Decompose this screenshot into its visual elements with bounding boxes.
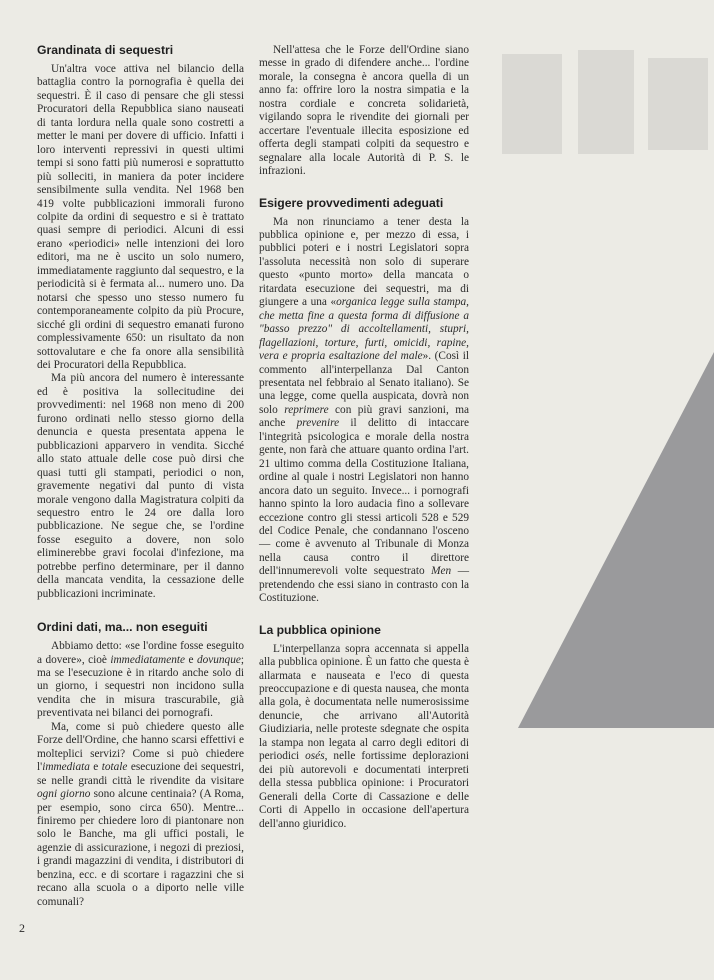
heading-esigere: Esigere provvedimenti adeguati [259,195,444,210]
paragraph: Ma, come si può chiedere questo alle Forze dell'Ordine, che hanno scarsi effettivi e molteplici servizi? Come si può chiedere l'immediata e totale esecuzione dei sequestri, se nelle grandi città le rivendite da visitare ogni giorno sono alcune centinaia? (A Roma, per esempio, sono circa 650). Mentre... finiremo per chiedere loro di piantonare non solo le Banche, ma gli uffici postali, le agenzie di assicurazione, i negozi di preziosi, i grandi magazzini di vendita, i distributori di benzina, ecc. e di scortare i ragazzini che si recano alla scuola o a diporto nelle ville comunali? [37,720,244,908]
page-number: 2 [19,921,25,935]
paragraph: Ma non rinunciamo a tener desta la pubblica opinione e, per mezzo di essa, i pubblici poteri e i nostri Legislatori sopra l'assoluta necessità non solo di superare questo «punto morto» della mancata o ritardata esecuzione dei sequestri, ma di giungere a una «organica legge sulla stampa, che metta fine a questa forma di diffusione a "basso prezzo" di accoltellamenti, stupri, flagellazioni, torture, furti, omicidi, rapine, vera e propria esaltazione del male». (Così il commento all'interpellanza Dal Canton presentata nel febbraio al Senato italiano). Se una legge, come quella auspicata, dovrà non solo reprimere con più gravi sanzioni, ma anche prevenire il delitto di intaccare l'integrità psicologica e morale della nostra gente, non farà che attuare quanto ordina l'art. 21 ultimo comma della Costituzione Italiana, ordine al quale i nostri Legislatori non hanno ancora dato un seguito. Invece... i pornografi hanno spinto la loro audacia fino a sollevare eccezione contro gli stessi articoli 528 e 529 del Codice Penale, che condannano l'osceno — come è avvenuto al Tribunale di Monza nella causa contro il direttore dell'innumerevoli volte sequestrato Men — pretendendo che essi siano in contrasto con la Costituzione. [259,215,469,605]
heading-ordini: Ordini dati, ma... non eseguiti [37,620,208,635]
paragraph: Abbiamo detto: «se l'ordine fosse eseguito a dovere», cioè immediatamente e dovunque; ma se l'esecuzione è in ritardo anche solo di un giorno, i sequestri non incidono sulla vendita che in misura trascurabile, già preventivata nei bilanci dei pornografi. [37,640,244,720]
heading-grandinata: Grandinata di sequestri [37,43,174,57]
paragraph: L'interpellanza sopra accennata si appella alla pubblica opinione. È un fatto che questa è allarmata e nauseata e l'eco di questa preoccupazione e di questa nausea, che monta alla gola, è documentata nelle numerosissime denuncie, che arrivano all'Autorità Giudiziaria, nelle proteste sdegnate che ospita la stampa non legata al carro degli editori di periodici osés, nelle fortissime deplorazioni dei più autorevoli e documentati interpreti della stessa pubblica opinione: i Procuratori Generali della Corte di Cassazione e delle Corti di Appello in occasione dell'apertura dell'anno giuridico. [259,642,469,830]
grey-triangle-graphic [518,352,714,728]
column-middle [259,44,469,831]
column-left [37,44,244,909]
paragraph: Nell'attesa che le Forze dell'Ordine siano messe in grado di difendere anche... l'ordine morale, la consegna è ancora quella di un anno fa: offrire loro la nostra simpatia e la nostra cordiale e concreta solidarietà, vigilando sopra le rivendite dei giornali per accertare l'eventuale illecita esposizione ed offerta degli stampati colpiti da sequestro e segnalare alla locale Autorità di P. S. le infrazioni. [259,44,469,178]
paragraph: Un'altra voce attiva nel bilancio della battaglia contro la pornografia è quella dei sequestri. È il caso di pensare che gli stessi Procuratori della Repubblica siano nauseati di tanta lordura nella quale sono costretti a metter le mani per dovere di ufficio. Infatti i loro interventi repressivi in questi ultimi tempi si sono fatti più numerosi e soprattutto più solleciti, in maniera da poter incidere sensibilmente sulla vendita. Nel 1968 ben 419 volte pubblicazioni immorali furono colpite da ordini di sequestro e si è trattato quasi sempre di periodici. Alcuni di essi erano «periodici» nelle intenzioni dei loro editori, ma ne è uscito un solo numero, immediatamente raggiunto dal sequestro, e la periodicità si è fermata al... numero uno. Da notarsi che spesso uno stesso numero fu contemporaneamente colpito da più Procure, sicché gli ordini di sequestro emanati furono complessivamente 650: un risultato da non sottovalutare e che fa onore alla sensibilità dei Procuratori della Repubblica. [37,63,244,371]
show-through-mark [498,44,714,164]
paragraph: Ma più ancora del numero è interessante ed è positiva la sollecitudine dei provvedimenti: nel 1968 non meno di 200 furono ordinati nello stesso giorno della denuncia e questa presentata appena le pubblicazioni apparvero in vendita. Sicché allo stato attuale delle cose può dirsi che quasi tutti gli stampati, periodici o non, gravemente negativi dal punto di vista morale vengono dalla Magistratura colpiti da sequestro entro le 24 ore dalla loro pubblicazione. Ne segue che, se l'ordine fosse eseguito a dovere, non solo eliminerebbe gravi focolai d'infezione, ma potrebbe perfino determinare, per il danno della mancata vendita, la cessazione delle pubblicazioni incriminate. [37,372,244,600]
heading-pubblica-opinione: La pubblica opinione [259,622,381,637]
